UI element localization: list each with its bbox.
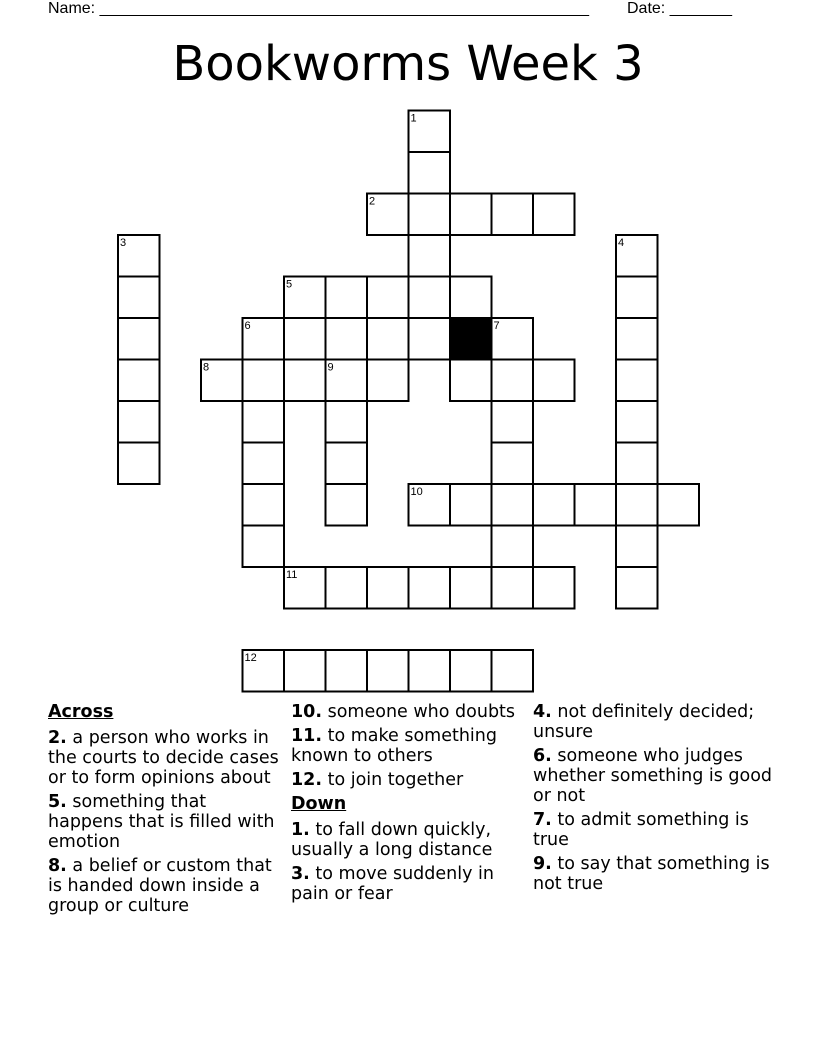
clue-text: a person who works in the courts to decide cases or to form opinions about [48,728,279,788]
clue-text: someone who judges whether something is good or not [533,746,773,806]
grid-cell[interactable] [326,650,368,692]
grid-cell[interactable] [533,194,575,236]
grid-cell[interactable] [492,526,534,568]
grid-cell[interactable] [284,318,326,360]
date-field-label: Date: _______ [627,0,732,17]
clue-number-label: 9 [327,361,334,374]
grid-cell[interactable] [450,360,492,402]
clue-down-1 [291,820,527,860]
clue-text: something that happens that is filled with emotion [48,792,275,852]
grid-cell[interactable] [409,235,451,277]
clue-number: 4. [533,702,552,722]
grid-cell[interactable] [409,152,451,194]
grid-cell[interactable] [367,650,409,692]
grid-cell[interactable] [492,650,534,692]
grid-cell[interactable] [616,484,658,526]
grid-cell[interactable] [243,401,285,443]
clue-number: 2. [48,728,67,748]
clue-across-8 [48,856,284,916]
grid-cell[interactable] [492,484,534,526]
clue-number: 1. [291,820,310,840]
grid-cell[interactable] [326,567,368,609]
grid-cell[interactable] [575,484,617,526]
name-field-label: Name: _______________________________________________________ [48,0,589,17]
clue-number-label: 10 [410,486,423,498]
clues-column-2 [291,702,527,908]
clue-number-label: 5 [286,278,293,291]
grid-cell[interactable] [118,401,160,443]
puzzle-title: Bookworms Week 3 [172,36,644,92]
clue-text: to say that something is not true [533,854,770,894]
grid-cell[interactable] [409,650,451,692]
grid-cell[interactable] [616,318,658,360]
grid-cell[interactable] [326,318,368,360]
grid-cell[interactable] [658,484,700,526]
clue-number-label: 12 [244,652,257,664]
clue-across-5 [48,792,284,852]
grid-cell[interactable] [616,277,658,319]
grid-cell[interactable] [118,443,160,485]
grid-cell[interactable] [616,360,658,402]
grid-cell[interactable] [284,360,326,402]
grid-cell[interactable] [367,277,409,319]
clue-across-10 [291,702,527,722]
grid-cell[interactable] [409,567,451,609]
clue-down-3 [291,864,527,904]
grid-cell[interactable] [326,484,368,526]
grid-cell[interactable] [243,360,285,402]
clue-across-11 [291,726,527,766]
grid-cell[interactable] [243,443,285,485]
grid-cell[interactable] [409,194,451,236]
clue-number: 6. [533,746,552,766]
clue-number: 11. [291,726,323,746]
grid-cell[interactable] [533,360,575,402]
clue-number-label: 11 [286,569,298,581]
clue-number-label: 3 [120,237,127,249]
clue-text: to join together [327,770,464,790]
grid-cell[interactable] [409,277,451,319]
grid-cell[interactable] [533,484,575,526]
clue-number: 8. [48,856,67,876]
clue-across-12 [291,770,527,790]
clue-text: to fall down quickly, usually a long distance [291,820,493,860]
clues-column-3 [533,702,773,898]
clue-number: 7. [533,810,552,830]
grid-cell[interactable] [326,401,368,443]
clues-column-1 [48,702,284,920]
grid-cell[interactable] [616,526,658,568]
grid-cell[interactable] [450,567,492,609]
grid-cell[interactable] [409,318,451,360]
clue-down-4 [533,702,773,742]
grid-cell[interactable] [492,567,534,609]
grid-cell[interactable] [243,484,285,526]
clue-number: 10. [291,702,323,722]
grid-cell[interactable] [450,484,492,526]
clue-number-label: 1 [410,112,417,125]
clue-number-label: 6 [244,320,251,332]
clue-number-label: 8 [203,361,210,374]
grid-cell[interactable] [367,360,409,402]
grid-cell[interactable] [492,443,534,485]
grid-cell[interactable] [616,443,658,485]
grid-cell[interactable] [243,526,285,568]
grid-cell[interactable] [450,650,492,692]
clue-number-label: 2 [369,195,376,208]
grid-cell[interactable] [450,277,492,319]
clue-number-label: 4 [618,237,625,249]
grid-cell[interactable] [118,360,160,402]
grid-cell[interactable] [492,194,534,236]
grid-cell[interactable] [367,567,409,609]
clue-down-7 [533,810,773,850]
grid-cell[interactable] [533,567,575,609]
grid-cell[interactable] [284,650,326,692]
grid-cell[interactable] [492,360,534,402]
across-heading: Across [48,702,114,722]
clue-number: 5. [48,792,67,812]
black-cell [450,318,492,360]
grid-cell[interactable] [326,443,368,485]
clue-number: 3. [291,864,310,884]
clue-down-9 [533,854,773,894]
grid-cell[interactable] [450,194,492,236]
down-heading: Down [291,794,347,814]
clue-number-label: 7 [493,320,500,332]
clue-across-2 [48,728,284,788]
clue-down-6 [533,746,773,806]
clue-text: to admit something is true [533,810,749,850]
grid-cell[interactable] [492,401,534,443]
clue-number: 9. [533,854,552,874]
grid-cell[interactable] [616,567,658,609]
clue-text: to make something known to others [291,726,497,766]
clue-text: a belief or custom that is handed down inside a group or culture [48,856,272,916]
clue-text: to move suddenly in pain or fear [291,864,494,904]
grid-cell[interactable] [616,401,658,443]
grid-cell[interactable] [367,318,409,360]
clue-text: not definitely decided; unsure [533,702,755,742]
grid-cell[interactable] [326,277,368,319]
grid-cell[interactable] [118,318,160,360]
clue-text: someone who doubts [327,702,516,722]
grid-cell[interactable] [118,277,160,319]
clue-number: 12. [291,770,323,790]
